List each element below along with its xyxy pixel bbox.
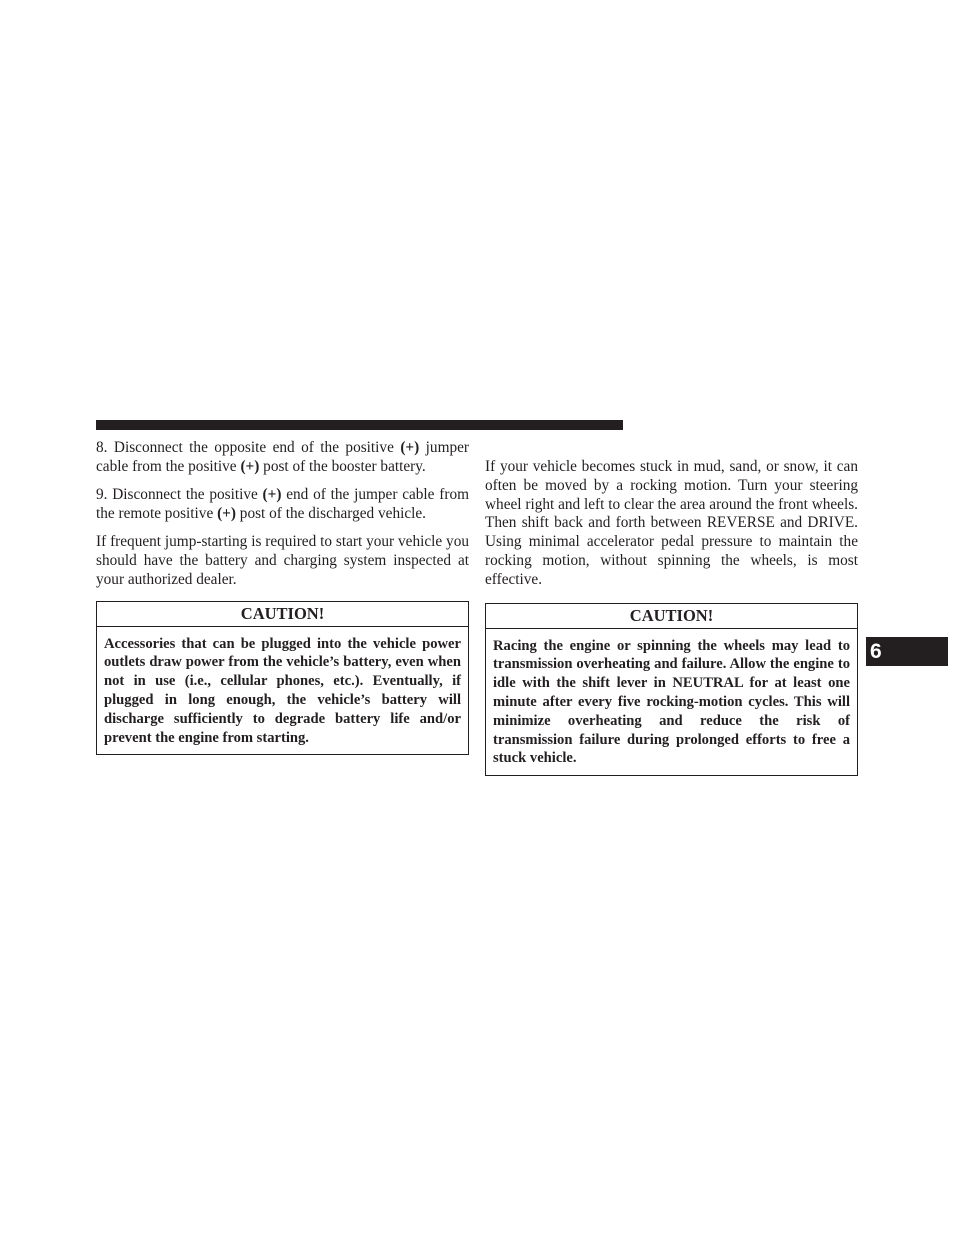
positive-symbol: (+) — [240, 457, 260, 475]
positive-symbol: (+) — [217, 504, 236, 522]
positive-symbol: (+) — [400, 439, 420, 456]
positive-symbol: (+) — [262, 486, 282, 504]
chapter-tab: 6 — [866, 637, 948, 666]
caution-title: CAUTION! — [97, 602, 468, 627]
caution-title: CAUTION! — [486, 604, 857, 629]
step-8-paragraph: 8. Disconnect the opposite end of the positive (+) jumper cable from the positive (+) post of the booster battery. — [96, 439, 470, 475]
left-column — [96, 439, 469, 755]
caution-text: Accessories that can be plugged into the vehicle power outlets draw power from the vehicle’s battery, even when not in use (i.e., cellular phones, etc.). Eventually, if plugged in long enough, the vehicle’s battery will discharge sufficiently to degrade battery life and/or prevent the engine from starting. — [104, 635, 461, 746]
caution-box-accessories — [96, 601, 469, 756]
caution-box-rocking — [485, 603, 858, 777]
stuck-vehicle-paragraph: If your vehicle becomes stuck in mud, sand, or snow, it can often be moved by a rocking motion. Turn your steering wheel right and left to clear the area around the front wheels. Then shift back and forth between REVERSE and DRIVE. Using minimal accelerator pedal pressure to maintain the rocking motion, without spinning the wheels, is most effective. — [485, 458, 858, 588]
section-header-bar — [96, 420, 623, 430]
frequent-jump-start-paragraph: If frequent jump-starting is required to start your vehicle you should have the battery and charging system inspected at your authorized dealer. — [96, 533, 469, 588]
step-9-paragraph: 9. Disconnect the positive (+) end of the jumper cable from the remote positive (+) post of the discharged vehicle. — [96, 486, 469, 522]
right-column — [485, 458, 858, 776]
caution-text: Racing the engine or spinning the wheels may lead to transmission overheating and failure. Allow the engine to idle with the shift lever in NEUTRAL for at least one minute after every five rocking-motion cycles. This will minimize overheating and reduce the risk of transmission failure during prolonged efforts to free a stuck vehicle. — [493, 637, 850, 767]
